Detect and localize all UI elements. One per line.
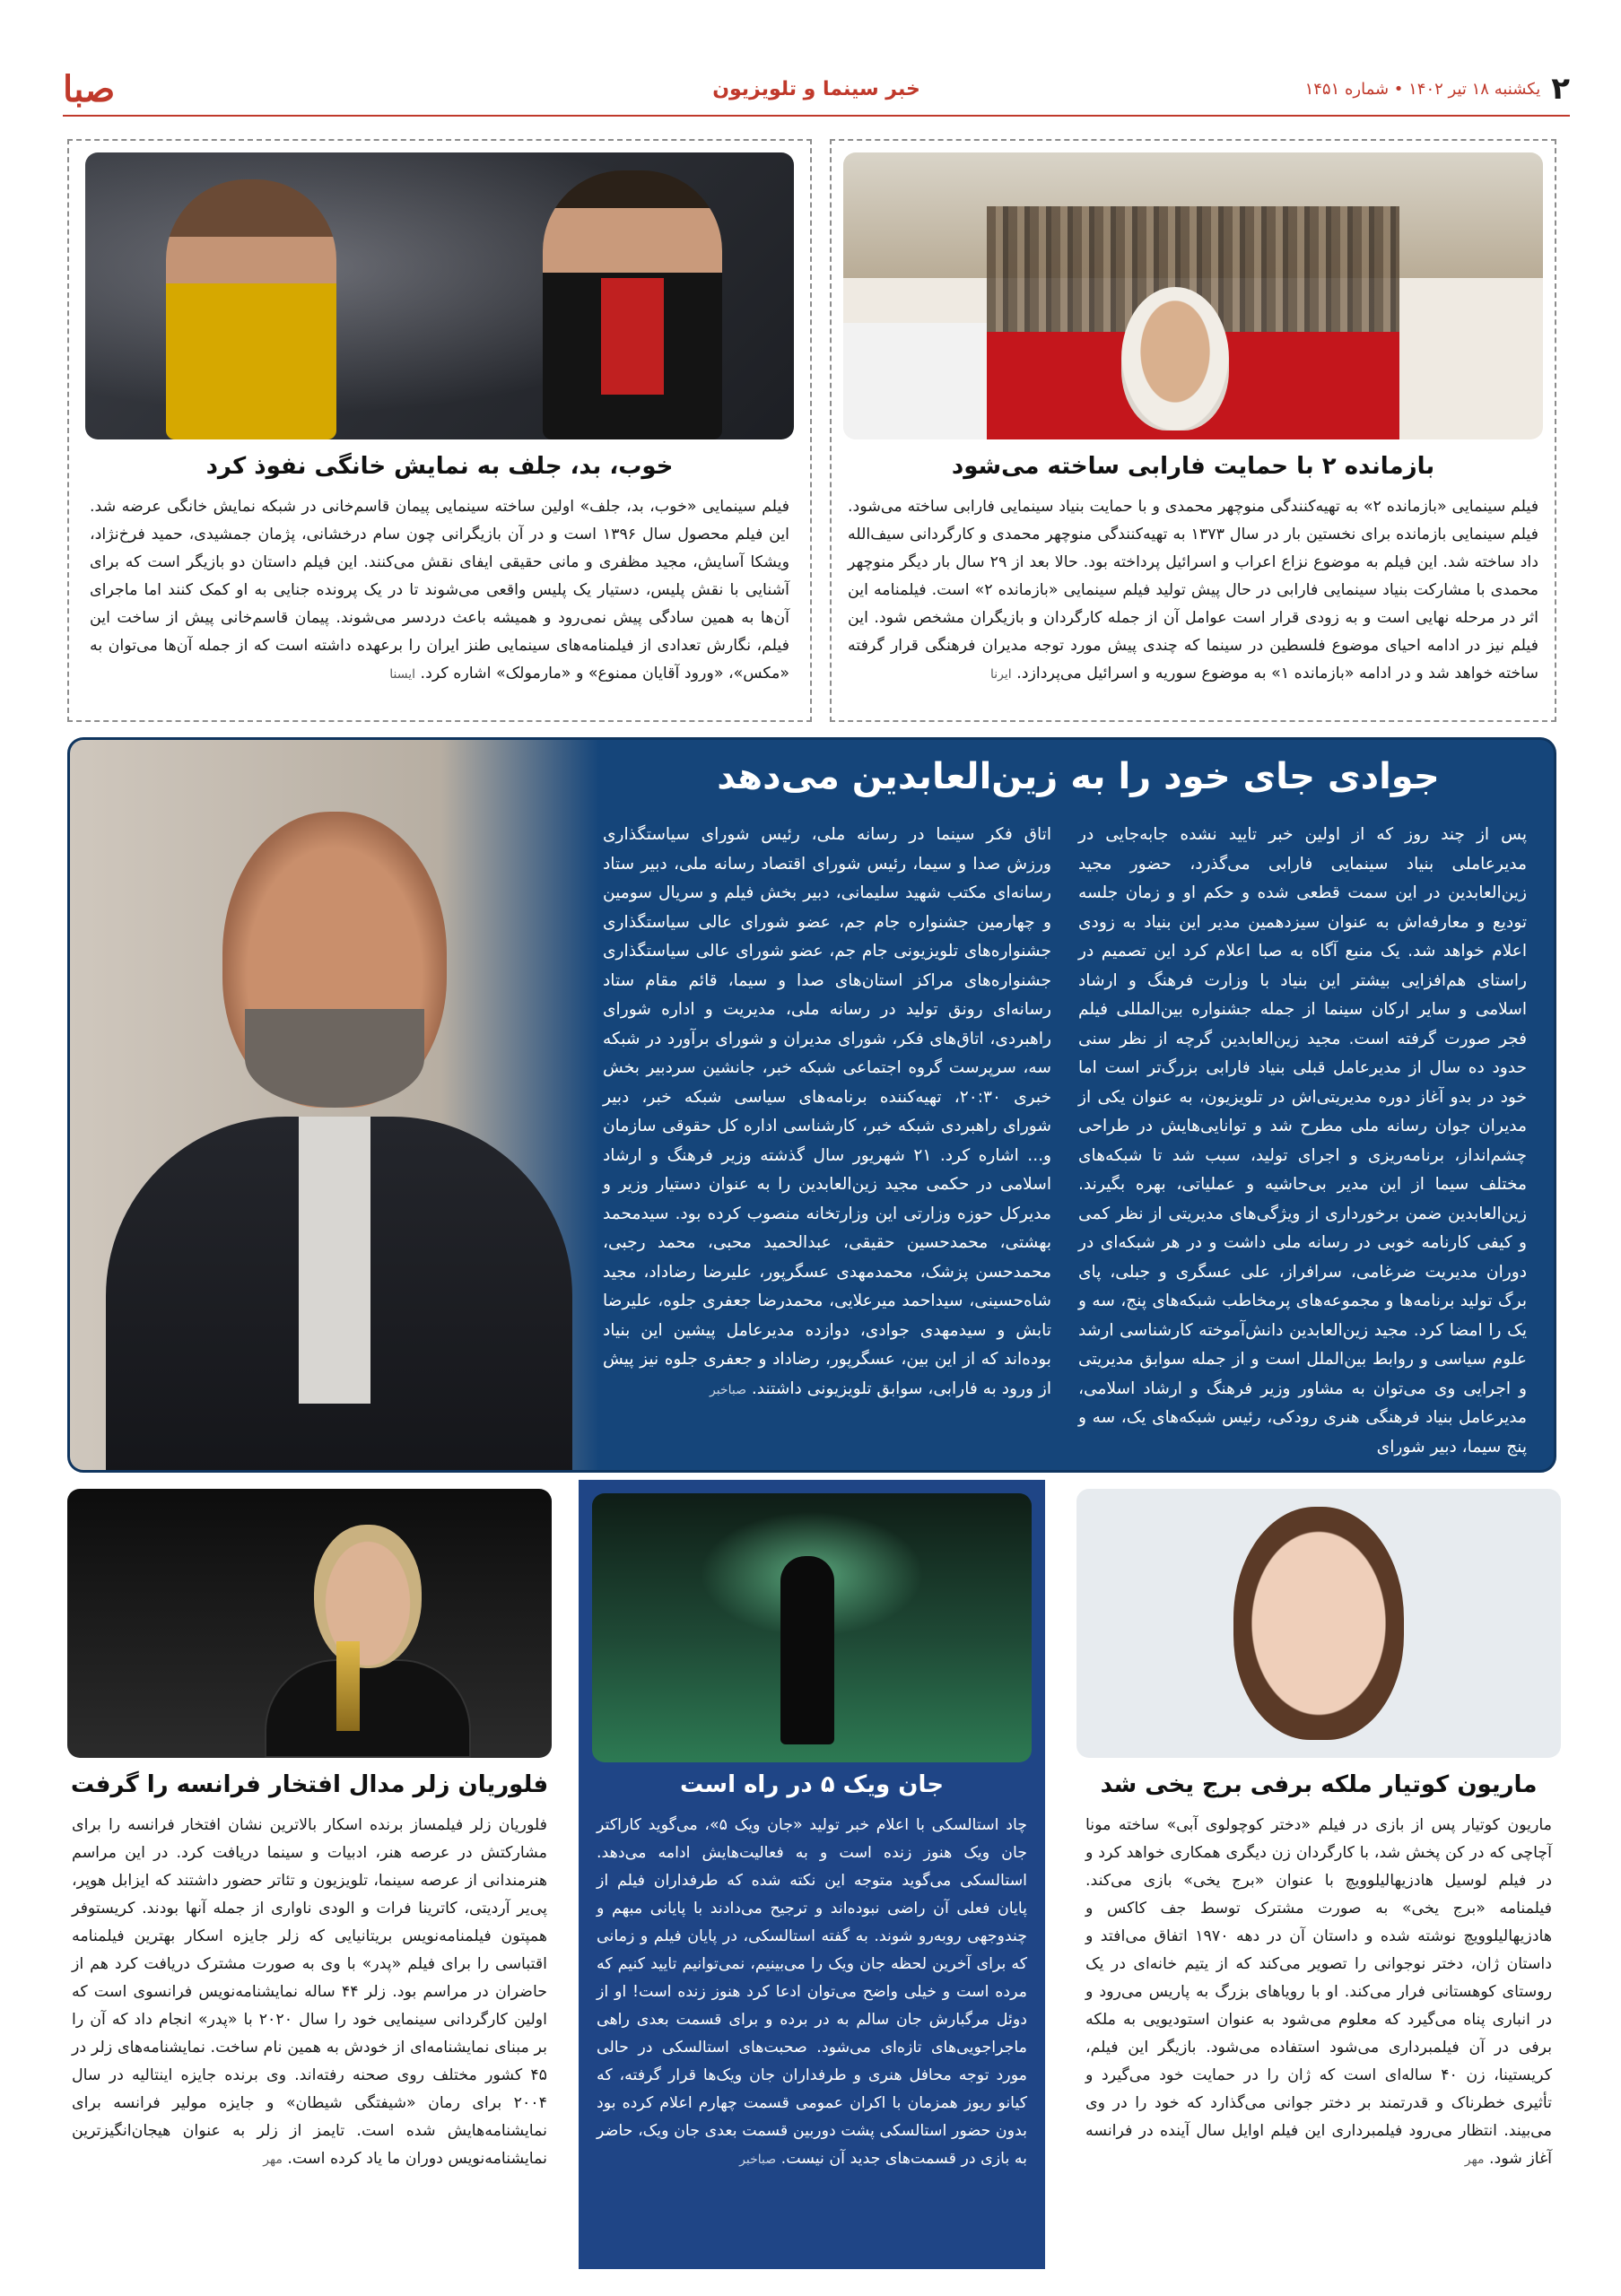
khoob-photo xyxy=(85,152,794,439)
florian-photo xyxy=(67,1489,552,1758)
wick-headline: جان ویک ۵ در راه است xyxy=(680,1771,944,1798)
bazmandeh-body: فیلم سینمایی «بازمانده ۲» به تهیه‌کنندگی منوچهر محمدی و با حمایت بنیاد سینمایی فارابی ساخته می‌شود. فیلم سینمایی بازمانده برای نخستین بار در سال ۱۳۷۳ به تهیه‌کنندگی منوچهر محمدی و کارگردانی سیف‌الله داد ساخته شد. این فیلم به موضوع نزاع اعراب و اسرائیل پرداخته بود. حالا بعد از ۲۹ سال بار دیگر منوچهر محمدی با مشارکت بنیاد سینمایی فارابی در حال پیش تولید فیلم سینمایی «بازمانده ۲» است. فیلمنامه این اثر در مرحله نهایی است و به زودی قرار است عوامل آن از جمله کارگردان و بازیگران مشخص شود. این فیلم نیز در ادامه احیای موضوع فلسطین در سینما که چندی پیش مورد توجه مدیران فرهنگی قرار گرفته ساخته خواهد شد و در ادامه «بازمانده ۱» به موضوع سوریه و اسرائیل می‌پردازد. ایرنا xyxy=(848,498,1539,683)
marion-source: مهر xyxy=(1464,2152,1485,2167)
florian-headline: فلوریان زلر مدال افتخار فرانسه را گرفت xyxy=(70,1771,549,1798)
marion-body: ماریون کوتیار پس از بازی در فیلم «دختر کوچولوی آبی» ساخته مونا آچاچی که در کن پخش شد، با کارگردان زن دیگری همکاری خواهد کرد و در فیلم لوسیل هادزیهالیلوویچ با عنوان «برج یخی» بازی می‌کند. فیلمنامه «برج یخی» به صورت مشترک توسط جف کاکس و هادزیهالیلوویچ نوشته شده و داستان آن در دهه ۱۹۷۰ اتفاق می‌افتد و داستان ژان، دختر نوجوانی را تصویر می‌کند که از یتیم خانه‌ای در یک روستای کوهستانی فرار می‌کند. او با رویاهای بزرگ به پاریس می‌رود و در انباری پناه می‌گیرد که معلوم می‌شود به عنوان استودیویی به ملکه برفی در آن فیلمبرداری می‌شود استفاده می‌شود. بازیگر این فیلم، کریستینا، زن ۴۰ ساله‌ای است که ژان را در حمایت خود می‌گیرد و تأثیری خطرناک و قدرتمند بر دختر جوانی می‌گذارد که خود را در وی می‌بیند. انتظار می‌رود فیلمبرداری این فیلم اوایل سال آینده در فرانسه آغاز شود. مهر xyxy=(1085,1816,1553,2168)
javadi-column-2: اتاق فکر سینما در رسانه ملی، رئیس شورای سیاستگذاری ورزش صدا و سیما، رئیس شورای اقتصاد رسانه ملی، دبیر ستاد رسانه‌ای مکتب شهید سلیمانی، دبیر بخش فیلم و سریال سومین و چهارمین جشنواره جام جم، عضو شورای عالی سیاستگذاری جشنواره‌های تلویزیونی جام جم، عضو شورای عالی سیاستگذاری جشنواره‌های مراکز استان‌های صدا و سیما، قائم مقام ستاد رسانه‌ای رونق تولید در رسانه ملی، مدیریت و اداره شورای راهبردی، اتاق‌های فکر، شورای مدیران و شورای برآورد در شبکه سه، سرپرست گروه اجتماعی شبکه خبر، جانشین سردبیر بخش خبری ۲۰:۳۰، تهیه‌کننده برنامه‌های سیاسی شبکه خبر، دبیر شورای راهبردی شبکه خبر، کارشناسی اداره کل حقوقی سازمان و... اشاره کرد. ۲۱ شهریور سال گذشته وزیر فرهنگ و ارشاد اسلامی در حکمی مجید زین‌العابدین را به عنوان دستیار وزیر و مدیرکل حوزه وزارتی این وزارتخانه منصوب کرده بود. سیدمحمد بهشتی، محمدحسین حقیقی، عبدالحمید محبی، محمد رجبی، محمدحسن پزشک، محمدمهدی عسگرپور، علیرضا رضاداد، مجید شاه‌حسینی، سیداحمد میرعلایی، محمدرضا جعفری جلوه، علیرضا تابش و سیدمهدی جوادی، دوازده مدیرعامل پیشین این بنیاد بوده‌اند که از این بین، عسگرپور، رضاداد و جعفری جلوه نیز پیش از ورود به فارابی، سوابق تلویزیونی داشتند. صباخبر xyxy=(603,825,1051,1398)
javadi-column-1: پس از چند روز که از اولین خبر تایید نشده جابه‌جایی در مدیرعاملی بنیاد سینمایی فارابی می‌گذرد، حضور مجید زین‌العابدین در این سمت قطعی شده و حکم او و زمان جلسه تودیع و معارفه‌اش به عنوان سیزدهمین مدیر این بنیاد به زودی اعلام خواهد شد. یک منبع آگاه به صبا اعلام کرد این تصمیم در راستای هم‌افزایی بیشتر این بنیاد با وزارت فرهنگ و ارشاد اسلامی و سایر ارکان سینما از جمله جشنواره بین‌المللی فیلم فجر صورت گرفته است. مجید زین‌العابدین گرچه از نظر سنی حدود ده سال از مدیرعامل قبلی بنیاد فارابی بزرگ‌تر است اما خود در بدو آغاز دوره مدیریتی‌اش در تلویزیون، به عنوان یکی از مدیران جوان رسانه ملی مطرح شد و توانایی‌هایش در طراحی چشم‌انداز، برنامه‌ریزی و اجرای تولید، سبب شد تا شبکه‌های مختلف سیما از این مدیر بی‌حاشیه و عملیاتی، بهره بگیرند. زین‌العابدین ضمن برخورداری از ویژگی‌های مدیریتی از نظر کمی و کیفی کارنامه خوبی در رسانه ملی داشت و در هر شبکه‌ای در دوران مدیریت ضرغامی، سرافراز، علی عسگری و جبلی، پای برگ تولید برنامه‌ها و مجموعه‌های پرمخاطب شبکه‌های پنج، سه و یک را امضا کرد. مجید زین‌العابدین دانش‌آموخته کارشناسی ارشد علوم سیاسی و روابط بین‌الملل است و از جمله سوابق مدیریتی و اجرایی وی می‌توان به مشاور وزیر فرهنگ و ارشاد اسلامی، مدیرعامل بنیاد فرهنگی هنری رودکی، رئیس شبکه‌های یک، سه و پنج سیما، دبیر شورای xyxy=(1078,825,1527,1457)
page-header xyxy=(63,63,1570,117)
wick-source: صباخبر xyxy=(739,2152,777,2167)
javadi-source: صباخبر xyxy=(709,1382,746,1397)
bazmandeh-headline: بازمانده ۲ با حمایت فارابی ساخته می‌شود xyxy=(951,453,1435,480)
newspaper-logo: صبا xyxy=(63,67,116,110)
florian-source: مهر xyxy=(263,2152,283,2167)
khoob-source: ایسنا xyxy=(389,667,416,682)
bazmandeh-source: ایرنا xyxy=(990,667,1012,682)
javadi-feature xyxy=(67,737,1556,1473)
bazmandeh-photo xyxy=(843,152,1543,439)
header-meta xyxy=(1305,71,1570,107)
marion-headline: ماریون کوتیار ملکه برفی برج یخی شد xyxy=(1100,1771,1538,1798)
date-issue: یکشنبه ۱۸ تیر ۱۴۰۲ • شماره ۱۴۵۱ xyxy=(1304,79,1541,99)
page-number: ۲ xyxy=(1551,71,1570,107)
florian-body: فلوریان زلر فیلمساز برنده اسکار بالاترین نشان افتخار فرانسه را برای مشارکتش در عرصه هنر، ادبیات و سینما دریافت کرد. در این مراسم هنرمندانی از عرصه سینما، تلویزیون و تئاتر حضور داشتند که ایزابل هوپر، پی‌یر آردیتی، کاترینا فرات و الودی ناواری از جمله آنها بودند. کریستوفر همپتون فیلمنامه‌نویس بریتانیایی که زلر جایزه اسکار بهترین فیلمنامه اقتباسی را برای فیلم «پدر» با وی به صورت مشترک دریافت کرد هم از حاضران در مراسم بود. زلر ۴۴ ساله نمایشنامه‌نویس فرانسوی است که اولین کارگردانی سینمایی خود را سال ۲۰۲۰ با «پدر» انجام داد که آن را بر مبنای نمایشنامه‌ای از خودش به همین نام ساخت. نمایشنامه‌های زلر در ۴۵ کشور مختلف روی صحنه رفته‌اند. وی برنده جایزه اینتالیه در سال ۲۰۰۴ برای رمان «شیفتگی شیطان» و جایزه مولیر فرانسه برای نمایشنامه‌هایش شده است. تایمز از زلر به عنوان هیجان‌انگیزترین نمایشنامه‌نویس دوران ما یاد کرده است. مهر xyxy=(72,1816,547,2168)
wick-body: چاد استالسکی با اعلام خبر تولید «جان ویک ۵»، می‌گوید کاراکتر جان ویک هنوز زنده است و به فعالیت‌هایش ادامه می‌دهد. استالسکی می‌گوید متوجه این نکته شده که طرفداران فیلم از پایان فعلی آن راضی نبوده‌اند و ترجیح می‌دادند با پایانی مبهم و چندوجهی روبه‌رو شوند. به گفته استالسکی، در پایان فیلم و زمانی که برای آخرین لحظه جان ویک را می‌بینیم، نمی‌توانیم تایید کنیم که مرده است و خیلی واضح می‌توان ادعا کرد هنوز زنده است! او از دوئل مرگبارش جان سالم به در برده و برای قسمت بعدی راهی ماجراجویی‌های تازه‌ای می‌شود. صحبت‌های استالسکی در حالی مورد توجه محافل هنری و طرفداران جان ویک‌ها قرار گرفته، که کیانو ریوز همزمان با اکران عمومی قسمت چهارم اعلام کرده بود بدون حضور استالسکی پشت دوربین قسمت بعدی جان ویک، حاضر به بازی در قسمت‌های جدید آن نیست. صباخبر xyxy=(597,1816,1027,2168)
khoob-headline: خوب، بد، جلف به نمایش خانگی نفوذ کرد xyxy=(205,453,674,480)
javadi-headline: جوادی جای خود را به زین‌العابدین می‌دهد xyxy=(717,756,1440,797)
section-title: خبر سینما و تلویزیون xyxy=(712,77,920,100)
zeinolabedin-portrait xyxy=(70,740,599,1473)
marion-photo xyxy=(1076,1489,1561,1758)
khoob-body: فیلم سینمایی «خوب، بد، جلف» اولین ساخته سینمایی پیمان قاسم‌خانی در شبکه نمایش خانگی عرضه شد. این فیلم محصول سال ۱۳۹۶ است و در آن بازیگرانی چون سام درخشانی، پژمان جمشیدی، حمید فرخ‌نژاد، ویشکا آسایش، مجید مظفری و مانی حقیقی ایفای نقش می‌کنند. این فیلم داستان دو بازیگر است که برای آشنایی با نقش پلیس، دستیار یک پلیس واقعی می‌شوند تا در یک پرونده جنایی به او کمک کنند اما ماجرای آن‌ها به همین سادگی پیش نمی‌رود و همیشه باعث دردسر می‌شوند. پیمان قاسم‌خانی پیش از ساخت این فیلم، نگارش تعدادی از فیلمنامه‌های سینمایی طنز ایران را برعهده داشته است که از جمله آن‌ها می‌توان به «مکس»، «ورود آقایان ممنوع» و «مارمولک» اشاره کرد. ایسنا xyxy=(90,498,789,683)
wick-photo xyxy=(592,1493,1032,1762)
